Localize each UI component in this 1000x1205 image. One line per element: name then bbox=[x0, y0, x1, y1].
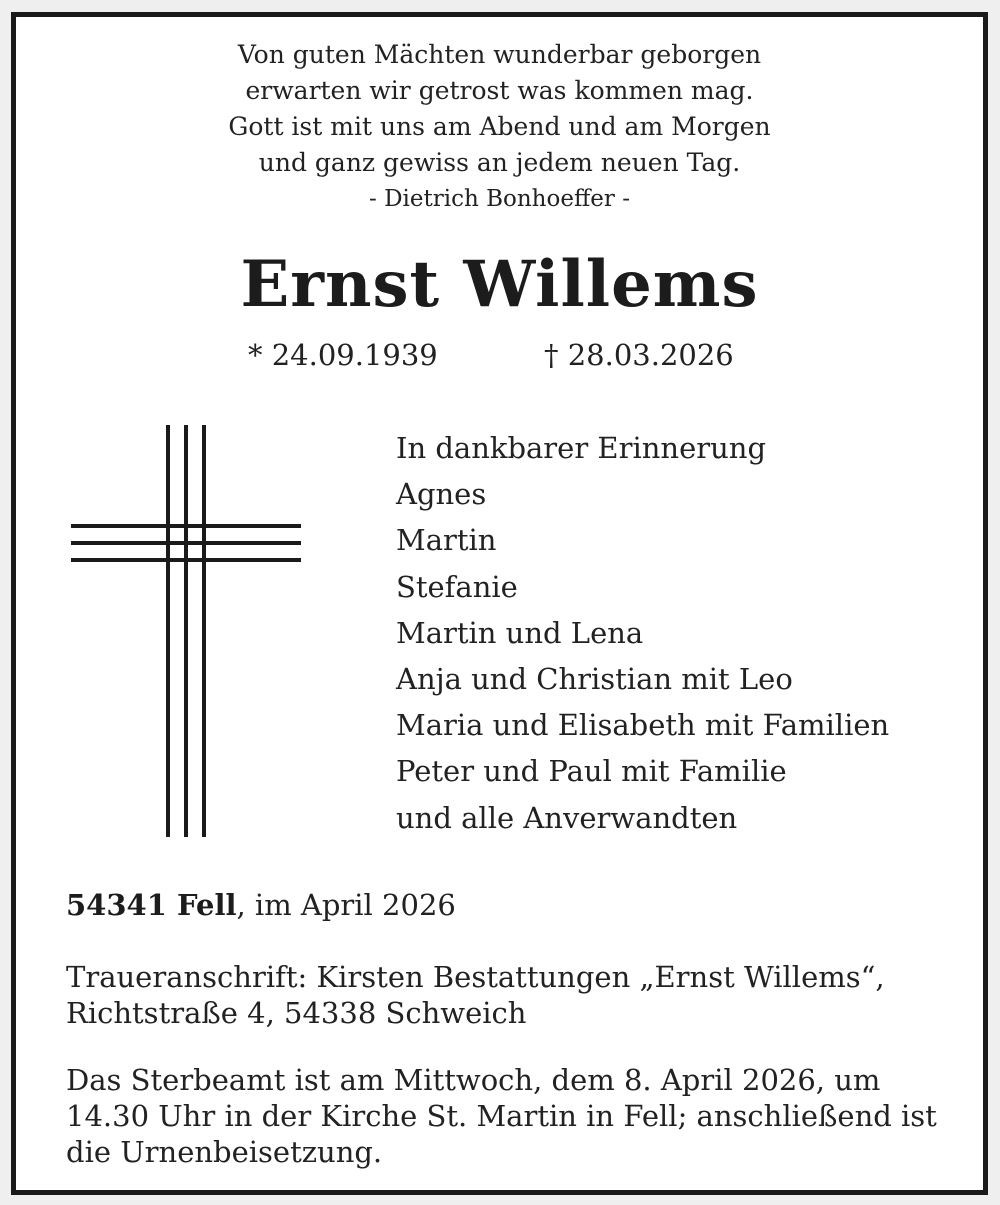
address-line: Richtstraße 4, 54338 Schweich bbox=[66, 996, 527, 1030]
mourner-name: Peter und Paul mit Familie bbox=[396, 754, 787, 789]
service-line: 14.30 Uhr in der Kirche St. Martin in Fell; anschließend ist bbox=[66, 1099, 937, 1133]
service-line: die Urnenbeisetzung. bbox=[66, 1135, 383, 1169]
service-line: Das Sterbeamt ist am Mittwoch, dem 8. April 2026, um bbox=[66, 1063, 881, 1097]
place-date bbox=[66, 885, 456, 925]
mourning-address bbox=[66, 959, 946, 1031]
poem-line: und ganz gewiss an jedem neuen Tag. bbox=[258, 148, 741, 177]
poem-line: Gott ist mit uns am Abend und am Morgen bbox=[228, 112, 771, 141]
obituary-notice bbox=[11, 12, 988, 1195]
mourners-intro: In dankbarer Erinnerung bbox=[396, 431, 767, 465]
service-info bbox=[66, 1062, 946, 1170]
poem-line: erwarten wir getrost was kommen mag. bbox=[245, 76, 754, 105]
cross-icon bbox=[71, 425, 301, 837]
mourner-name: Anja und Christian mit Leo bbox=[396, 662, 793, 697]
place-town: 54341 Fell bbox=[66, 888, 237, 922]
place-month: , im April 2026 bbox=[236, 888, 456, 922]
birth-date: * 24.09.1939 bbox=[248, 338, 438, 372]
mourner-name: Maria und Elisabeth mit Familien bbox=[396, 708, 890, 743]
mourner-name: und alle Anverwandten bbox=[396, 800, 738, 835]
poem-author: - Dietrich Bonhoeffer - bbox=[369, 186, 630, 212]
mourners-list bbox=[396, 425, 889, 841]
poem-line: Von guten Mächten wunderbar geborgen bbox=[237, 40, 762, 69]
mourner-name: Stefanie bbox=[396, 569, 518, 604]
poem bbox=[16, 37, 983, 217]
deceased-name: Ernst Willems bbox=[240, 247, 759, 322]
death-date: † 28.03.2026 bbox=[544, 338, 734, 372]
address-line: Traueranschrift: Kirsten Bestattungen „Ernst Willems“, bbox=[66, 960, 885, 994]
mourner-name: Martin bbox=[396, 523, 497, 558]
mourner-name: Agnes bbox=[396, 477, 487, 512]
mourner-name: Martin und Lena bbox=[396, 615, 644, 650]
